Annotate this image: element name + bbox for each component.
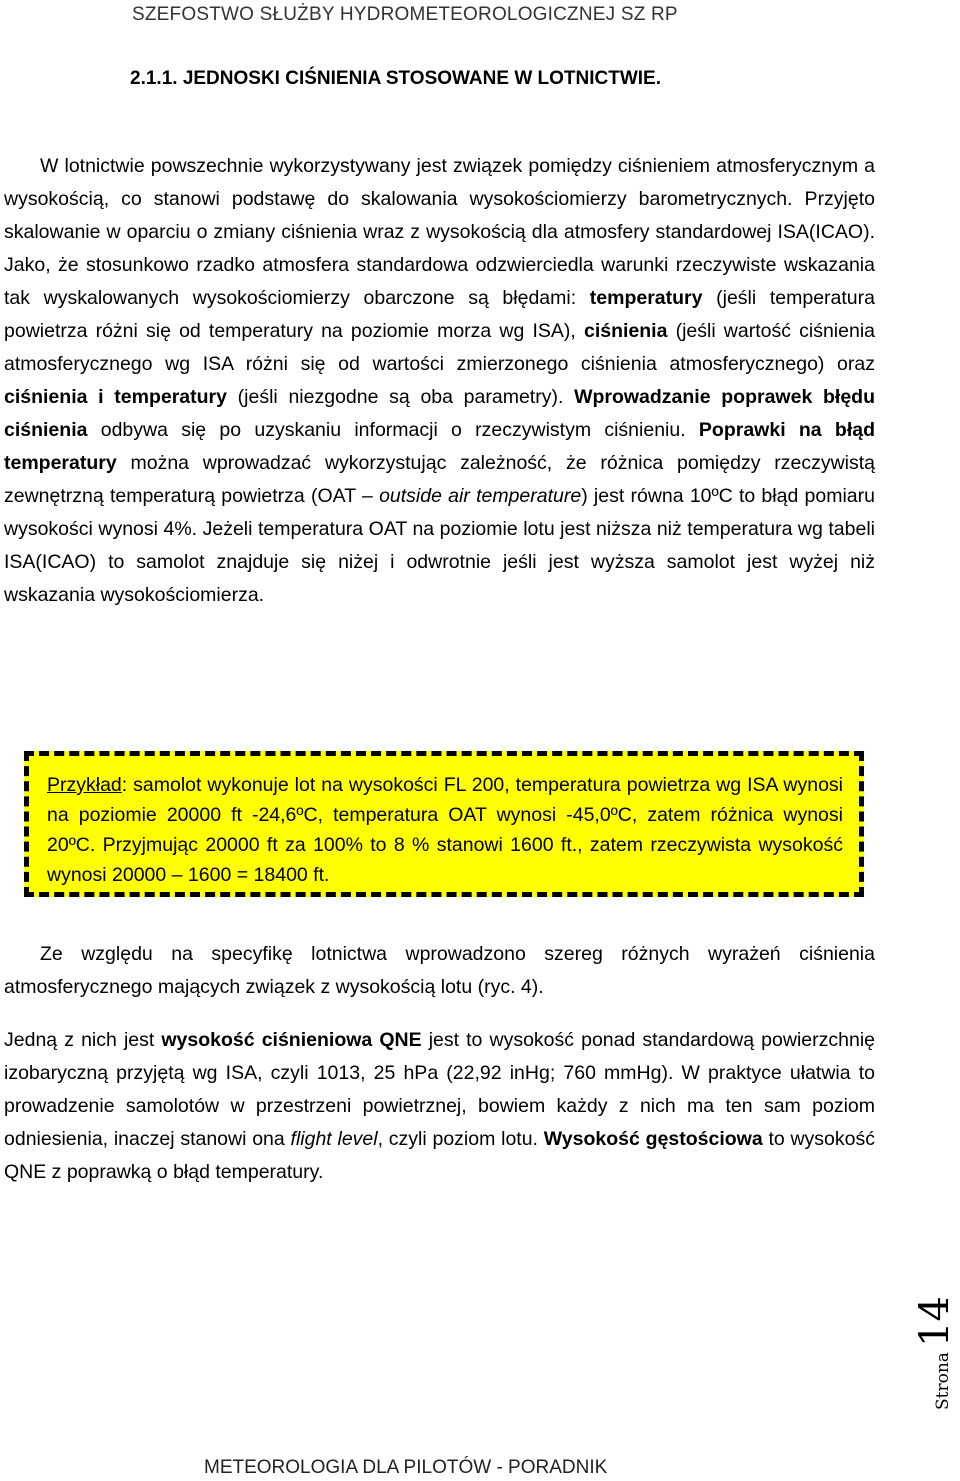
paragraph-altimeter-errors: W lotnictwie powszechnie wykorzystywany jest związek pomiędzy ciśnieniem atmosferycznym a wysokością, co stanowi podstawę do skalowania wysokościomierzy barometrycznych. Przyjęto skalowanie w oparciu o zmiany ciśnienia wraz z wysokością dla atmosfery standardowej ISA(ICAO). Jako, że stosunkowo rzadko atmosfera standardowa odzwierciedla warunki rzeczywiste wskazania tak wyskalowanych wysokościomierzy obarczone są błędami: temperatury (jeśli temperatura powietrza różni się od temperatury na poziomie morza wg ISA), ciśnienia (jeśli wartość ciśnienia atmosferycznego wg ISA różni się od wartości zmierzonego ciśnienia atmosferycznego) oraz ciśnienia i temperatury (jeśli niezgodne są oba parametry). Wprowadzanie poprawek błędu ciśnienia odbywa się po uzyskaniu informacji o rzeczywistym ciśnieniu. Poprawki na błąd temperatury można wprowadzać wykorzystując zależność, że różnica pomiędzy rzeczywistą zewnętrzną temperaturą powietrza (OAT – outside air temperature) jest równa 10ºC to błąd pomiaru wysokości wynosi 4%. Jeżeli temperatura OAT na poziomie lotu jest niższa niż temperatura wg tabeli ISA(ICAO) to samolot znajduje się niżej i odwrotnie jeśli jest wyższa samolot jest wyżej niż wskazania wysokościomierza.: [4, 155, 876, 606]
document-footer: METEOROLOGIA DLA PILOTÓW - PORADNIK: [204, 1457, 608, 1478]
page-label: Strona: [933, 1352, 953, 1410]
example-text: Przykład: samolot wykonuje lot na wysokości FL 200, temperatura powietrza wg ISA wynosi na poziomie 20000 ft -24,6ºC, temperatura OAT wynosi -45,0ºC, zatem różnica wynosi 20ºC. Przyjmując 20000 ft za 100% to 8 % stanowi 1600 ft., zatem rzeczywista wysokość wynosi 20000 – 1600 = 18400 ft.: [47, 774, 843, 886]
document-header: SZEFOSTWO SŁUŻBY HYDROMETEOROLOGICZNEJ SZ RP: [132, 4, 678, 25]
page-number-value: 14: [912, 1296, 958, 1347]
paragraph-pressure-expressions: Ze względu na specyfikę lotnictwa wprowadzono szereg różnych wyrażeń ciśnienia atmosferycznego mających związek z wysokością lotu (ryc. 4).: [4, 943, 875, 998]
paragraph-qne: Jedną z nich jest wysokość ciśnieniowa QNE jest to wysokość ponad standardową powierzchnię izobaryczną przyjętą wg ISA, czyli 1013, 25 hPa (22,92 inHg; 760 mmHg). W praktyce ułatwia to prowadzenie samolotów w przestrzeni powietrznej, bowiem każdy z nich ma ten sam poziom odniesienia, inaczej stanowi ona flight level, czyli poziom lotu. Wysokość gęstościowa to wysokość QNE z poprawką o błąd temperatury.: [4, 1029, 876, 1183]
example-label: Przykład: [47, 774, 122, 796]
example-box: [24, 751, 864, 897]
page-number: [912, 1280, 960, 1410]
section-heading: 2.1.1. JEDNOSKI CIŚNIENIA STOSOWANE W LOTNICTWIE.: [130, 68, 662, 89]
